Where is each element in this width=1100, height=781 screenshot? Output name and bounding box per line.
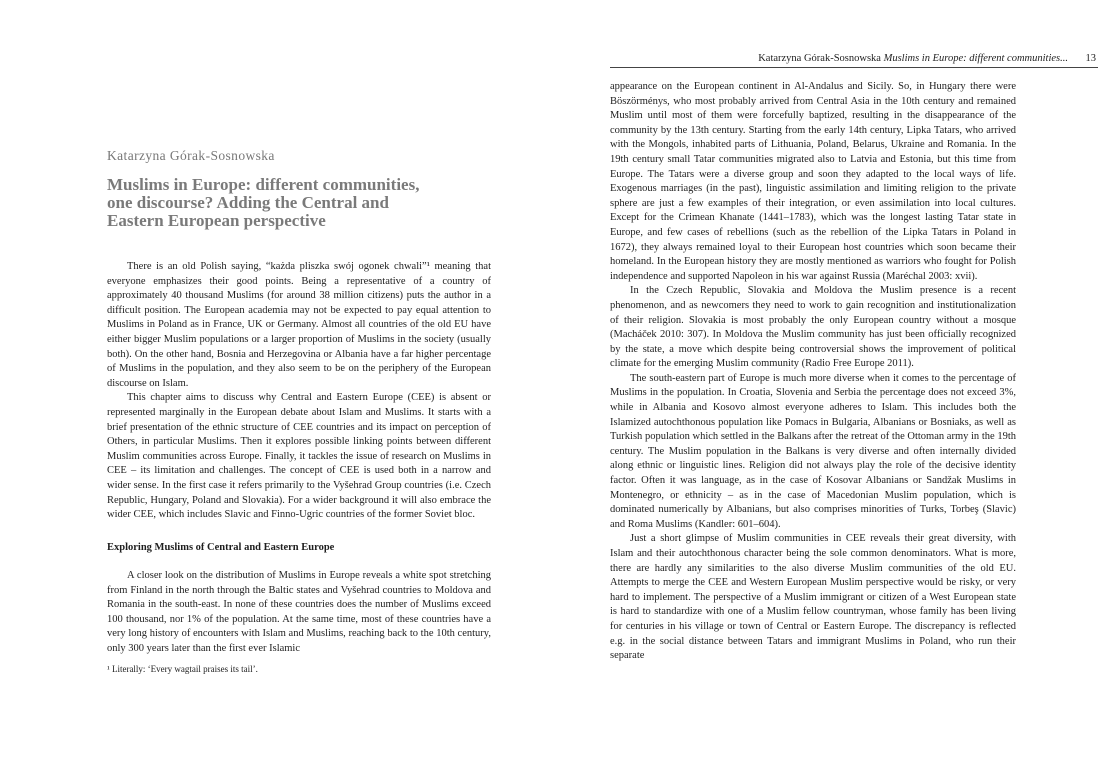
footnote: ¹ Literally: ‘Every wagtail praises its tail’. [107,664,258,674]
intro-text [107,260,491,523]
running-head [610,53,1098,68]
section-text [107,569,491,657]
chapter-title: Muslims in Europe: different communities, one discourse? Adding the Central and Eastern European perspective [107,175,420,230]
chapter-author: Katarzyna Górak-Sosnowska [107,148,275,163]
running-head-title: Muslims in Europe: different communities... [883,53,1068,64]
paragraph: In the Czech Republic, Slovakia and Moldova the Muslim presence is a recent phenomenon, and as newcomers they need to work to gain recognition and institutionalization of their religion. Slovakia is most probably the only European country without a mosque (Macháček 2010: 307). In Moldova the Muslim community has just been officially recognized by the state, a move which despite being controversial shows the improvement of political climate for the emerging Muslim community (Radio Free Europe 2011). [610,285,1016,370]
right-page [550,0,1100,781]
paragraph: The south-eastern part of Europe is much more diverse when it comes to the percentage of Muslims in the population. In Croatia, Slovenia and Serbia the percentage does not exceed 3%, while in Albania and Kosovo almost everyone adheres to Islam. This includes both the Islamized autochthonous population like Pomacs in Bulgaria, Albanians or Bosniaks, as well as Turkish population which settled in the Balkans after the retreat of the Ottoman army in the 19th century. The Muslim population in the Balkans is very diverse and often internally divided along ethnic or linguistic lines. Religion did not always play the role of the decisive identity factor. Often it was language, as in the case of Kosovar Albanians or Sandžak Muslims in Montenegro, or ethnicity – as in the case of Macedonian Muslim population, which is dominated numerically by Albanians, but also comprises minorities of Turks, Torbeş (Slavic) and Roma Muslims (Kandler: 601–604). [610,372,1016,530]
paragraph: Just a short glimpse of Muslim communities in CEE reveals their great diversity, with Islam and their autochthonous character being the sole common denominators. What is more, there are hardly any similarities to the also diverse Muslim communities of the old EU. Attempts to merge the CEE and Western European Muslim perspective would be risky, or very hard to implement. The perspective of a Muslim immigrant or citizen of a West European state is hard to standardize with one of a Muslim fellow countryman, whose family has been living for centuries in his village or town of Central or Eastern Europe. The discrepancy is reflected e.g. in the social distance between Tatars and immigrant Muslims in Poland, who run their separate [610,533,1016,662]
page-number: 13 [1085,53,1096,64]
paragraph: appearance on the European continent in Al-Andalus and Sicily. So, in Hungary there were Böszörménys, who most probably arrived from Central Asia in the 10th century and remained Muslim until most of them were forcefully baptized, resulting in the disappearance of the community by the 13th century. Starting from the early 14th century, Lipka Tatars, who arrived with the Mongols, inhabited parts of Lithuania, Poland, Belarus, Ukraine and Romania. In the 19th century small Tatar communities migrated also to Latvia and Estonia, but this time from Europe. The Tatars were a diverse group and soon they adapted to the local ways of life. Exogenous marriages (in the past), linguistic assimilation and limiting religion to the private sphere are just a few examples of their integration, or even assimilation into local cultures. Except for the Crimean Khanate (1441–1783), which was the longest lasting Tatar state in Europe, and few cases of rebellions (such as the rebellion of the Lipka Tatars in Poland in 1672), they always remained loyal to their European host countries which soon became their homeland. In the European history they are mostly mentioned as warriors who fought for Polish independence and supported Napoleon in his war against Russia (Maréchal 2003: xvii). [610,81,1016,282]
paragraph: A closer look on the distribution of Muslims in Europe reveals a white spot stretching from Finland in the north through the Baltic states and Vyšehrad countries to Moldova and Romania in the south-east. In none of these countries does the number of Muslims exceed 100 thousand, nor 1% of the population. At the same time, most of these countries have a very long history of encounters with Islam and Muslims, reaching back to the 10th century, only 300 years later than the first ever Islamic [107,570,491,654]
section-heading: Exploring Muslims of Central and Eastern Europe [107,542,335,553]
paragraph: There is an old Polish saying, “każda pliszka swój ogonek chwali”¹ meaning that everyone emphasizes their good points. Being a representative of a country of approximately 40 thousand Muslims (for around 38 million citizens) puts the author in a difficult position. The European academia may not be expected to pay equal attention to Muslims in Poland as in France, UK or Germany. Almost all countries of the old EU have either bigger Muslim populations or a larger proportion of Muslims in the society (usually both). On the other hand, Bosnia and Herzegovina or Albania have a far higher percentage of Muslims in the population, and they also seem to be on the periphery of the European discourse on Islam. [107,261,491,389]
paragraph: This chapter aims to discuss why Central and Eastern Europe (CEE) is absent or represented marginally in the European debate about Islam and Muslims. It starts with a brief presentation of the ethnic structure of CEE countries and its impact on perception of Others, in particular Muslims. Then it explores possible linking points between different Muslim communities across Europe. Finally, it tackles the issue of research on Muslims in CEE – its limitation and challenges. The concept of CEE is used both in a narrow and wider sense. In the first case it refers primarily to the Vyšehrad Group countries (i.e. Czech Republic, Hungary, Poland and Slovakia). For a wider background it will also embrace the wider CEE, which includes Slavic and Finno-Ugric countries of the former Soviet bloc. [107,392,491,521]
body-text [610,80,1016,664]
running-head-author: Katarzyna Górak-Sosnowska [758,53,881,64]
running-head-text [758,53,1068,64]
